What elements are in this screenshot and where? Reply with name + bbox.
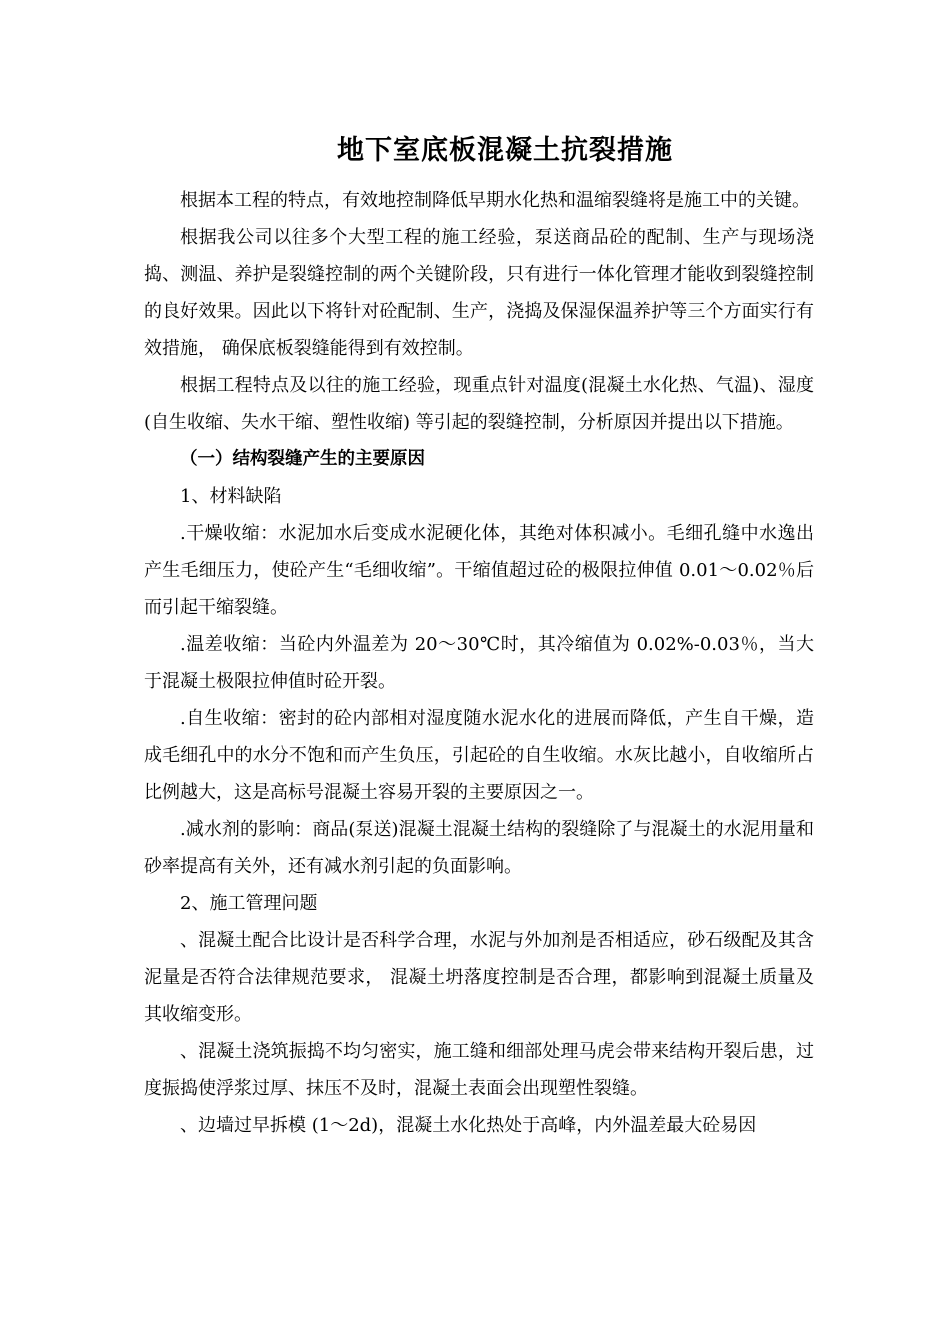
item-water-reducer-effect: .减水剂的影响：商品(泵送)混凝土混凝土结构的裂缝除了与混凝土的水泥用量和砂率提高有关外，还有减水剂引起的负面影响。 — [144, 819, 814, 877]
subsection-label-material-defects: 1、材料缺陷 — [180, 486, 282, 507]
item-temperature-shrinkage: .温差收缩：当砼内外温差为 20～30℃时，其冷缩值为 0.02%-0.03％，当大于混凝土极限拉伸值时砼开裂。 — [144, 634, 814, 692]
intro-paragraph-1: 根据本工程的特点，有效地控制降低早期水化热和温缩裂缝将是施工中的关键。 — [180, 190, 810, 211]
item-mix-design: 、混凝土配合比设计是否科学合理，水泥与外加剂是否相适应，砂石级配及其含泥量是否符合法律规范要求， 混凝土坍落度控制是否合理，都影响到混凝土质量及其收缩变形。 — [144, 930, 814, 1025]
document-title: 地下室底板混凝土抗裂措施 — [337, 135, 673, 166]
intro-paragraph-2: 根据我公司以往多个大型工程的施工经验，泵送商品砼的配制、生产与现场浇捣、测温、养护是裂缝控制的两个关键阶段，只有进行一体化管理才能收到裂缝控制的良好效果。因此以下将针对砼配制、生产，浇捣及保湿保温养护等三个方面实行有效措施， 确保底板裂缝能得到有效控制。 — [144, 227, 814, 359]
item-drying-shrinkage: .干燥收缩：水泥加水后变成水泥硬化体，其绝对体积减小。毛细孔缝中水逸出产生毛细压力，使砼产生“毛细收缩”。干缩值超过砼的极限拉伸值 0.01～0.02％后而引起干缩裂缝。 — [144, 523, 814, 618]
item-early-formwork-removal: 、边墙过早拆模 (1～2d)，混凝土水化热处于高峰，内外温差最大砼易因 — [180, 1115, 757, 1136]
document-body — [144, 182, 814, 1144]
section-heading-causes: （一）结构裂缝产生的主要原因 — [180, 449, 425, 469]
item-pouring-vibration: 、混凝土浇筑振捣不均匀密实，施工缝和细部处理马虎会带来结构开裂后患，过度振捣使浮浆过厚、抹压不及时，混凝土表面会出现塑性裂缝。 — [144, 1041, 814, 1099]
item-autogenous-shrinkage: .自生收缩：密封的砼内部相对湿度随水泥水化的进展而降低，产生自干燥，造成毛细孔中的水分不饱和而产生负压，引起砼的自生收缩。水灰比越小，自收缩所占比例越大，这是高标号混凝土容易开裂的主要原因之一。 — [144, 708, 814, 803]
intro-paragraph-3: 根据工程特点及以往的施工经验，现重点针对温度(混凝土水化热、气温)、湿度(自生收缩、失水干缩、塑性收缩) 等引起的裂缝控制，分析原因并提出以下措施。 — [144, 375, 814, 433]
subsection-label-construction-management: 2、施工管理问题 — [180, 893, 318, 914]
